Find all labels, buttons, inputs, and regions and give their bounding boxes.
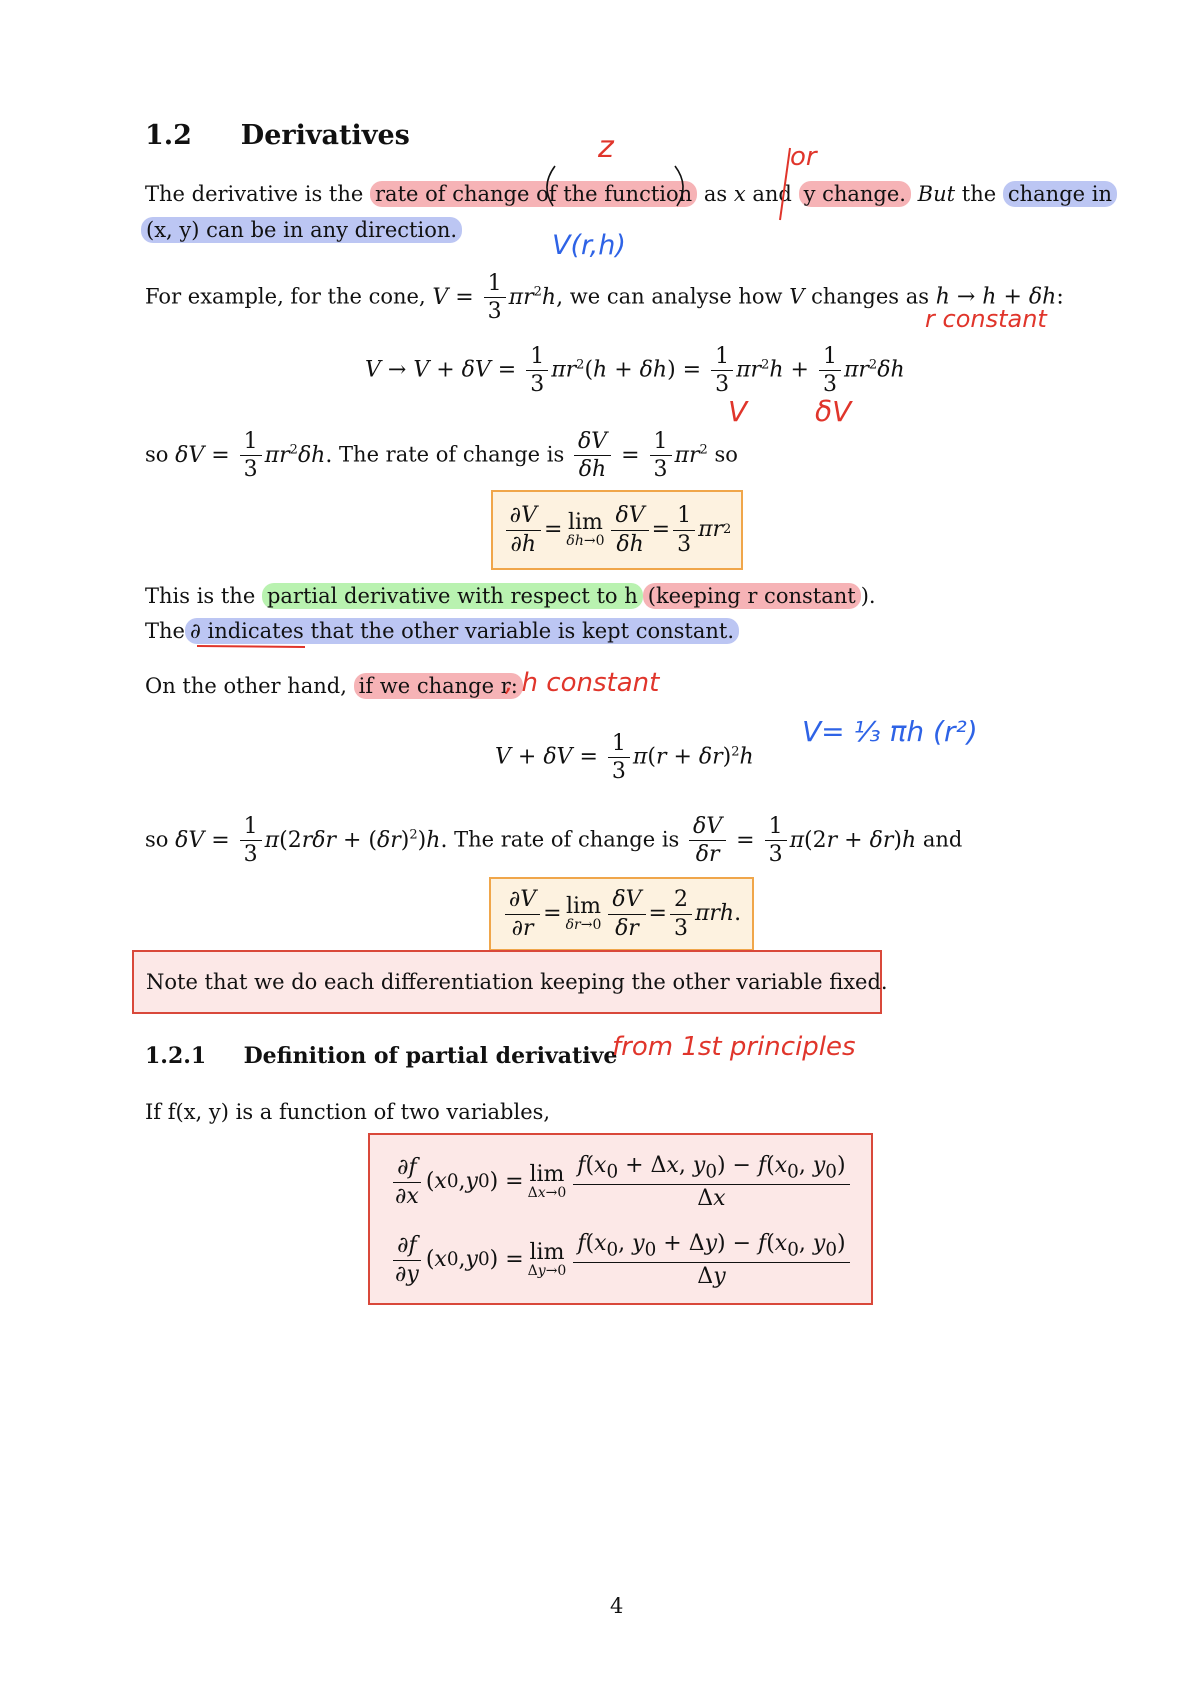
text: changes as	[811, 284, 930, 309]
text: ).	[860, 584, 876, 608]
text: The	[145, 619, 185, 643]
text: we can analyse how	[569, 284, 783, 309]
annotation-r-constant: r constant	[925, 305, 1047, 333]
annotation-or: or	[790, 142, 817, 172]
text: and	[752, 182, 792, 206]
text: so	[145, 827, 169, 852]
definition-partial-y: $\frac{\partial f}{\partial y}$ ( x 0 , y 0 ) = lim Δy→0 $\frac{f(x_0, y_0 + \Delta y) - f(x_0, y_0)}{\Delta y}$	[388, 1221, 871, 1299]
para2: For example, for the cone, V = $\frac{1}{3}$ $\pi r^2h$, we can analyse how V changes as h → h + δh:	[145, 271, 1064, 325]
text: so	[714, 442, 738, 467]
para1-line2	[141, 216, 462, 244]
para8: If f(x, y) is a function of two variables,	[145, 1100, 551, 1124]
equation-v-delta-r: V + δV = $\frac{1}{3}$ $\pi(r + \delta r)^2h$	[495, 731, 754, 785]
subsection-number: 1.2.1	[145, 1043, 207, 1069]
highlight-partial-derivative: partial derivative with respect to h	[262, 583, 643, 609]
h-increment: h → h + δh:	[935, 284, 1064, 310]
text: the	[961, 182, 997, 206]
subsection-title: Definition of partial derivative	[243, 1043, 618, 1069]
cone-volume-formula: V = $\frac{1}{3}$ $\pi r^2h$,	[432, 271, 564, 325]
text: The rate of change is	[339, 442, 565, 467]
note-box	[132, 950, 888, 1014]
para7: so δV = $\frac{1}{3}$ $\pi(2r\delta r + (\delta r)^2)h$. The rate of change is $\frac{\delta V}{\delta r}$ = $\frac{1}{3}$ π(2r + δr)h and	[145, 814, 963, 868]
section-heading	[145, 120, 410, 151]
para4	[145, 582, 876, 610]
red-underline	[195, 642, 315, 650]
text: The rate of change is	[454, 827, 680, 852]
fraction: $\frac{1}{3}$	[484, 272, 506, 323]
text: as	[703, 182, 728, 206]
text: and	[922, 827, 963, 852]
highlight-any-direction: (x, y) can be in any direction.	[141, 217, 462, 243]
annotation-first-principles: from 1st principles	[612, 1032, 856, 1062]
page-number: 4	[610, 1594, 624, 1618]
partial-derivative-definition-box	[368, 1133, 873, 1305]
text: On the other hand,	[145, 674, 347, 698]
annotation-v-of-rh: V(r,h)	[552, 230, 626, 261]
equation-v-delta-h: V → V + δV = $\frac{1}{3}$ $\pi r^2(h + \delta h)$ = $\frac{1}{3}$ $\pi r^2h$ + $\frac{1}{3}$ $\pi r^2\delta h$	[365, 344, 905, 398]
annotation-z: z	[598, 130, 614, 165]
highlight-if-we-change-r: if we change r:	[354, 673, 523, 699]
para6	[145, 672, 523, 700]
text: the function	[563, 182, 693, 206]
highlight-change-in: change in	[1003, 181, 1117, 207]
text: But	[917, 182, 956, 206]
highlight-keeping-r-constant: (keeping r constant	[643, 583, 861, 609]
highlight-y-change: y change.	[799, 181, 911, 207]
text: so	[145, 442, 169, 467]
definition-partial-x: $\frac{\partial f}{\partial x}$ ( x 0 , y 0 ) = lim Δx→0 $\frac{f(x_0 + \Delta x, y_0) - f(x_0, y_0)}{\Delta x}$	[388, 1143, 871, 1221]
text: This is the	[145, 584, 256, 608]
handwritten-brackets	[540, 130, 1140, 260]
var-x: x	[733, 182, 746, 206]
para3: so δV = $\frac{1}{3}$ $\pi r^2\delta h$. The rate of change is $\frac{\delta V}{\delta h}$ = $\frac{1}{3}$ $\pi r^2$ so	[145, 429, 738, 483]
para5	[145, 617, 739, 645]
note-text: Note that we do each differentiation keeping the other variable fixed.	[146, 970, 888, 994]
annotation-v-formula: V= ⅓ πh (r²)	[802, 715, 978, 748]
text: For example, for the cone,	[145, 284, 426, 309]
section-title: Derivatives	[240, 120, 410, 151]
annotation-delta-v: δV	[815, 395, 852, 428]
partial-v-partial-h-box: $\frac{\partial V}{\partial h}$ = lim δh→0 $\frac{\delta V}{\delta h}$ = $\frac{1}{3}$ πr 2	[491, 490, 743, 570]
annotation-h-constant: , h constant	[505, 668, 660, 698]
partial-v-partial-r-box: $\frac{\partial V}{\partial r}$ = lim δr→0 $\frac{\delta V}{\delta r}$ = $\frac{2}{3}$ πrh .	[489, 877, 754, 951]
section-number: 1.2	[145, 120, 192, 151]
subsection-heading	[145, 1043, 617, 1069]
text: The derivative is the	[145, 182, 364, 206]
highlight-partial-symbol: ∂ indicates that the other variable is kept constant.	[185, 618, 739, 644]
annotation-v: V	[728, 395, 748, 428]
text: rate of change of	[375, 182, 557, 206]
